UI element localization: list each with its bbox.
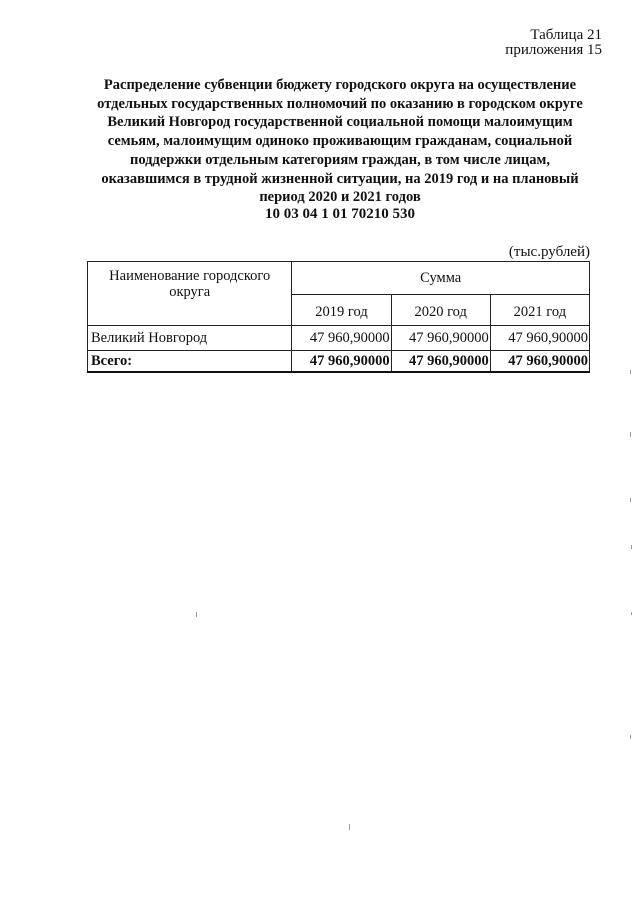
scan-speck (349, 824, 350, 830)
column-header-year-2020: 2020 год (391, 295, 490, 326)
total-value-2019: 47 960,90000 (292, 351, 391, 373)
appendix-number: приложения 15 (505, 42, 602, 58)
column-header-name: Наименование городского округа (88, 262, 292, 326)
total-row (88, 351, 590, 373)
column-header-sum: Сумма (292, 262, 590, 295)
total-value-2021: 47 960,90000 (490, 351, 589, 373)
table-row (88, 326, 590, 351)
column-header-year-2019: 2019 год (292, 295, 391, 326)
appendix-reference (505, 28, 602, 58)
column-header-year-2021: 2021 год (490, 295, 589, 326)
total-label-cell: Всего: (88, 351, 292, 373)
title-line: семьям, малоимущим одиноко проживающим гражданам, социальной (107, 133, 573, 150)
title-line: поддержки отдельным категориям граждан, в том числе лицам, (130, 151, 550, 168)
scan-speck (630, 370, 631, 374)
scan-speck (630, 498, 631, 502)
title-line: период 2020 и 2021 годов (259, 189, 421, 206)
district-name-cell: Великий Новгород (88, 326, 292, 351)
title-line: отдельных государственных полномочий по оказанию в городском округе (97, 95, 583, 112)
units-label: (тыс.рублей) (508, 244, 590, 260)
budget-classification-code: 10 03 04 1 01 70210 530 (265, 206, 415, 222)
subvention-table (87, 261, 590, 373)
title-line: оказавшимся в трудной жизненной ситуации, на 2019 год и на плановый (101, 170, 579, 187)
table-number: Таблица 21 (530, 27, 602, 43)
value-cell-2020: 47 960,90000 (391, 326, 490, 351)
scan-speck (630, 735, 631, 739)
total-value-2020: 47 960,90000 (391, 351, 490, 373)
title-line: Великий Новгород государственной социальной помощи малоимущим (107, 114, 573, 131)
scan-speck (631, 545, 632, 549)
value-cell-2021: 47 960,90000 (490, 326, 589, 351)
value-cell-2019: 47 960,90000 (292, 326, 391, 351)
scan-speck (196, 612, 197, 617)
document-title (70, 76, 610, 207)
title-line: Распределение субвенции бюджету городского округа на осуществление (103, 77, 577, 93)
scan-speck (631, 612, 632, 615)
table-header-row (88, 262, 590, 295)
scan-speck (630, 432, 631, 437)
